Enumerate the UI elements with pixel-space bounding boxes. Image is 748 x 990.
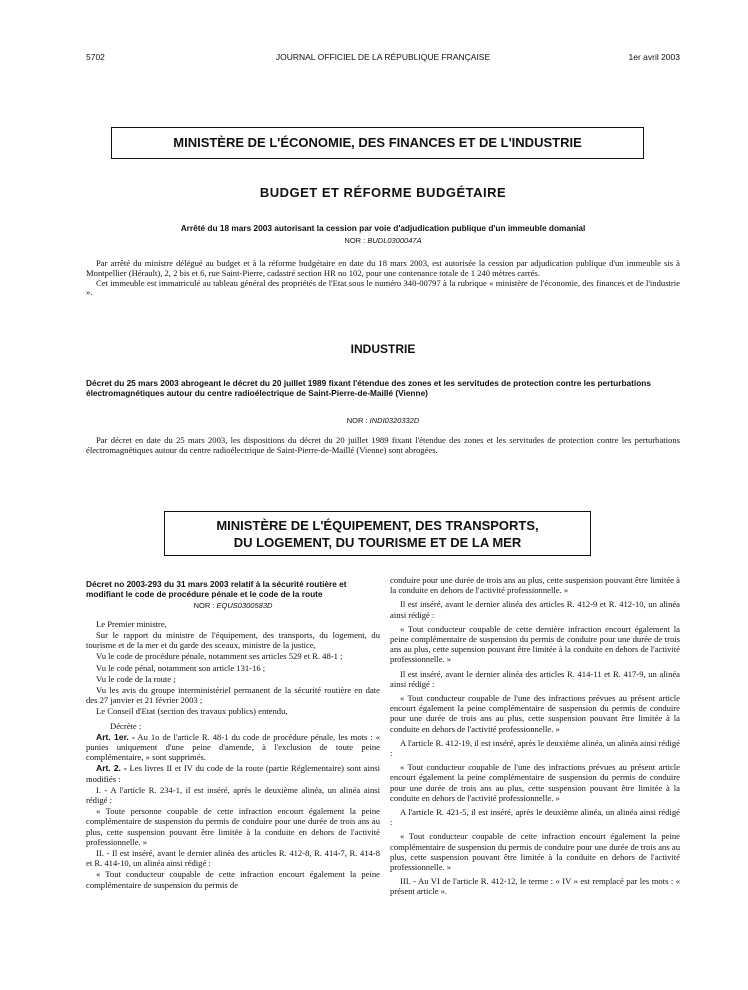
article-1 [86, 732, 380, 763]
paragraph: « Toute personne coupable de cette infraction encourt également la peine complémentaire de suspension du permis de conduire pour une durée de trois ans au plus, cette suspension pouvant être limitée à la conduite en dehors de l'activité professionnelle. » [86, 806, 380, 847]
article-text: Au 1o de l'article R. 48-1 du code de procédure pénale, les mots : « punies uniquement d'une peine d'amende, à l'exclusion de toute peine complémentaire, » sont supprimés. [86, 731, 380, 763]
journal-title: JOURNAL OFFICIEL DE LA RÉPUBLIQUE FRANÇAISE [275, 52, 491, 62]
decret-2003-293-title: Décret no 2003-293 du 31 mars 2003 relatif à la sécurité routière et modifiant le code de procédure pénale et le code de la route [86, 579, 347, 599]
nor-label: NOR : [346, 416, 368, 425]
paragraph: « Tout conducteur coupable de l'une des infractions prévues au présent article encourt également la peine complémentaire de suspension du permis de conduire pour une durée de trois ans au plus, cette suspension pouvant être limitée à la conduite en dehors de l'activité professionnelle. » [390, 693, 680, 734]
section-title-budget: BUDGET ET RÉFORME BUDGÉTAIRE [259, 185, 507, 200]
decrete: Décrète : [110, 720, 142, 731]
paragraph: Il est inséré, avant le dernier alinéa des articles R. 412-9 et R. 412-10, un alinéa ainsi rédigé : [390, 599, 680, 620]
page-number: 5702 [86, 52, 105, 62]
paragraph: I. - A l'article R. 234-1, il est inséré, après le deuxième alinéa, un alinéa ainsi rédigé : [86, 784, 380, 806]
paragraph: Par décret en date du 25 mars 2003, les dispositions du décret du 20 juillet 1989 fixant l'étendue des zones et les servitudes de protection contre les perturbations électromagnétiques autour du centre radioélectrique de Saint-Pierre-de-Maillé (Vienne) sont abrogées. [86, 435, 680, 455]
paragraph: II. - Il est inséré, avant le dernier alinéa des articles R. 412-8, R. 414-7, R. 414-8 et R. 414-10, un alinéa ainsi rédigé : [86, 848, 380, 869]
paragraph: Le Conseil d'Etat (section des travaux publics) entendu, [96, 706, 288, 717]
paragraph: III. - Au VI de l'article R. 412-12, le terme : « IV » est remplacé par les mots : « présent article ». [390, 876, 680, 897]
ministry-line-2: DU LOGEMENT, DU TOURISME ET DE LA MER [233, 535, 522, 550]
article-text: Les livres II et IV du code de la route (partie Réglementaire) sont ainsi modifiés : [86, 763, 380, 784]
article-2 [86, 763, 380, 783]
paragraph: Le Premier ministre, [96, 618, 167, 629]
paragraph: Cet immeuble est immatriculé au tableau général des propriétés de l'Etat sous le numéro 340-00797 à la rubrique « ministère de l'économie, des finances et de l'industrie ». [86, 277, 680, 298]
paragraph: Vu les avis du groupe interministériel permanent de la sécurité routière en date des 27 janvier et 21 février 2003 ; [86, 685, 380, 706]
ministry-economy-box: MINISTÈRE DE L'ÉCONOMIE, DES FINANCES ET DE L'INDUSTRIE [111, 127, 644, 159]
arrete-title: Arrêté du 18 mars 2003 autorisant la cession par voie d'adjudication publique d'un immeuble domanial [180, 223, 586, 233]
paragraph: Par arrêté du ministre délégué au budget et à la réforme budgétaire en date du 18 mars 2003, est autorisée la cession par adjudication publique d'un immeuble sis à Montpellier (Hérault), 2, 2 bis et 6, rue Saint-Pierre, cadastré section HR no 102, pour une contenance totale de 1 240 mètres carrés. [86, 258, 680, 278]
right-column [390, 575, 680, 898]
article-label: Art. 2. - [96, 763, 127, 774]
decret-title: Décret du 25 mars 2003 abrogeant le décret du 20 juillet 1989 fixant l'étendue des zones et les servitudes de protection contre les perturbations électromagnétiques autour du centre radioélectrique de Saint-Pierre-de-Maillé (Vienne) [86, 378, 651, 398]
paragraph: Vu le code de procédure pénale, notamment ses articles 529 et R. 48-1 ; [96, 651, 343, 662]
paragraph: Vu le code pénal, notamment son article 131-16 ; [96, 662, 266, 673]
nor-reference [86, 236, 680, 245]
paragraph: Sur le rapport du ministre de l'équipement, des transports, du logement, du tourisme et de la mer et du garde des sceaux, ministre de la justice, [86, 630, 380, 651]
paragraph: « Tout conducteur coupable de cette infraction encourt également la peine complémentaire de suspension du permis de [86, 869, 380, 890]
left-column [86, 580, 380, 891]
page-header [86, 52, 680, 64]
nor-reference [86, 601, 380, 611]
paragraph: « Tout conducteur coupable de cette infraction encourt également la peine complémentaire de suspension du permis de conduire pour une durée de trois ans au plus, cette suspension pouvant être limitée à la conduite en dehors de l'activité professionnelle. » [390, 831, 680, 873]
nor-label: NOR : [193, 600, 215, 610]
arrete-body [86, 259, 680, 298]
paragraph: « Tout conducteur coupable de cette dernière infraction encourt également la peine complémentaire de suspension du permis de conduire pour une durée de trois ans au plus, cette supension pouvant être limitée à la conduite en dehors de l'activité professionnelle. » [390, 623, 680, 665]
nor-label: NOR : [344, 236, 366, 245]
paragraph: Il est inséré, avant le dernier alinéa des articles R. 414-11 et R. 417-9, un alinéa ainsi rédigé : [390, 668, 680, 689]
nor-code: BUDL0300047A [367, 236, 422, 245]
paragraph: conduire pour une durée de trois ans au plus, cette suspension pouvant être limitée à la conduite en dehors de l'activité professionnelle. » [390, 575, 680, 596]
ministry-line-1: MINISTÈRE DE L'ÉQUIPEMENT, DES TRANSPORTS, [216, 518, 539, 533]
paragraph: A l'article R. 412-19, il est inséré, après le deuxième alinéa, un alinéa ainsi rédigé : [390, 737, 680, 759]
nor-reference [86, 416, 680, 425]
decret-body [86, 436, 680, 456]
paragraph: A l'article R. 421-5, il est inséré, après le deuxième alinéa, un alinéa ainsi rédigé : [390, 807, 680, 828]
nor-code: INDI0320332D [369, 416, 420, 425]
ministry-equipement-box [164, 511, 591, 556]
article-label: Art. 1er. - [96, 731, 135, 742]
section-title-industrie: INDUSTRIE [350, 342, 416, 356]
nor-code: EQUS0300583D [216, 600, 273, 610]
paragraph: « Tout conducteur coupable de l'une des infractions prévues au présent article encourt également la peine complémentaire de suspension du permis de conduire pour une durée de trois ans au plus, cette suspension pouvant être limitée à la conduite en dehors de l'activité professionnelle. » [390, 762, 680, 803]
issue-date: 1er avril 2003 [628, 52, 680, 62]
paragraph: Vu le code de la route ; [96, 673, 176, 684]
